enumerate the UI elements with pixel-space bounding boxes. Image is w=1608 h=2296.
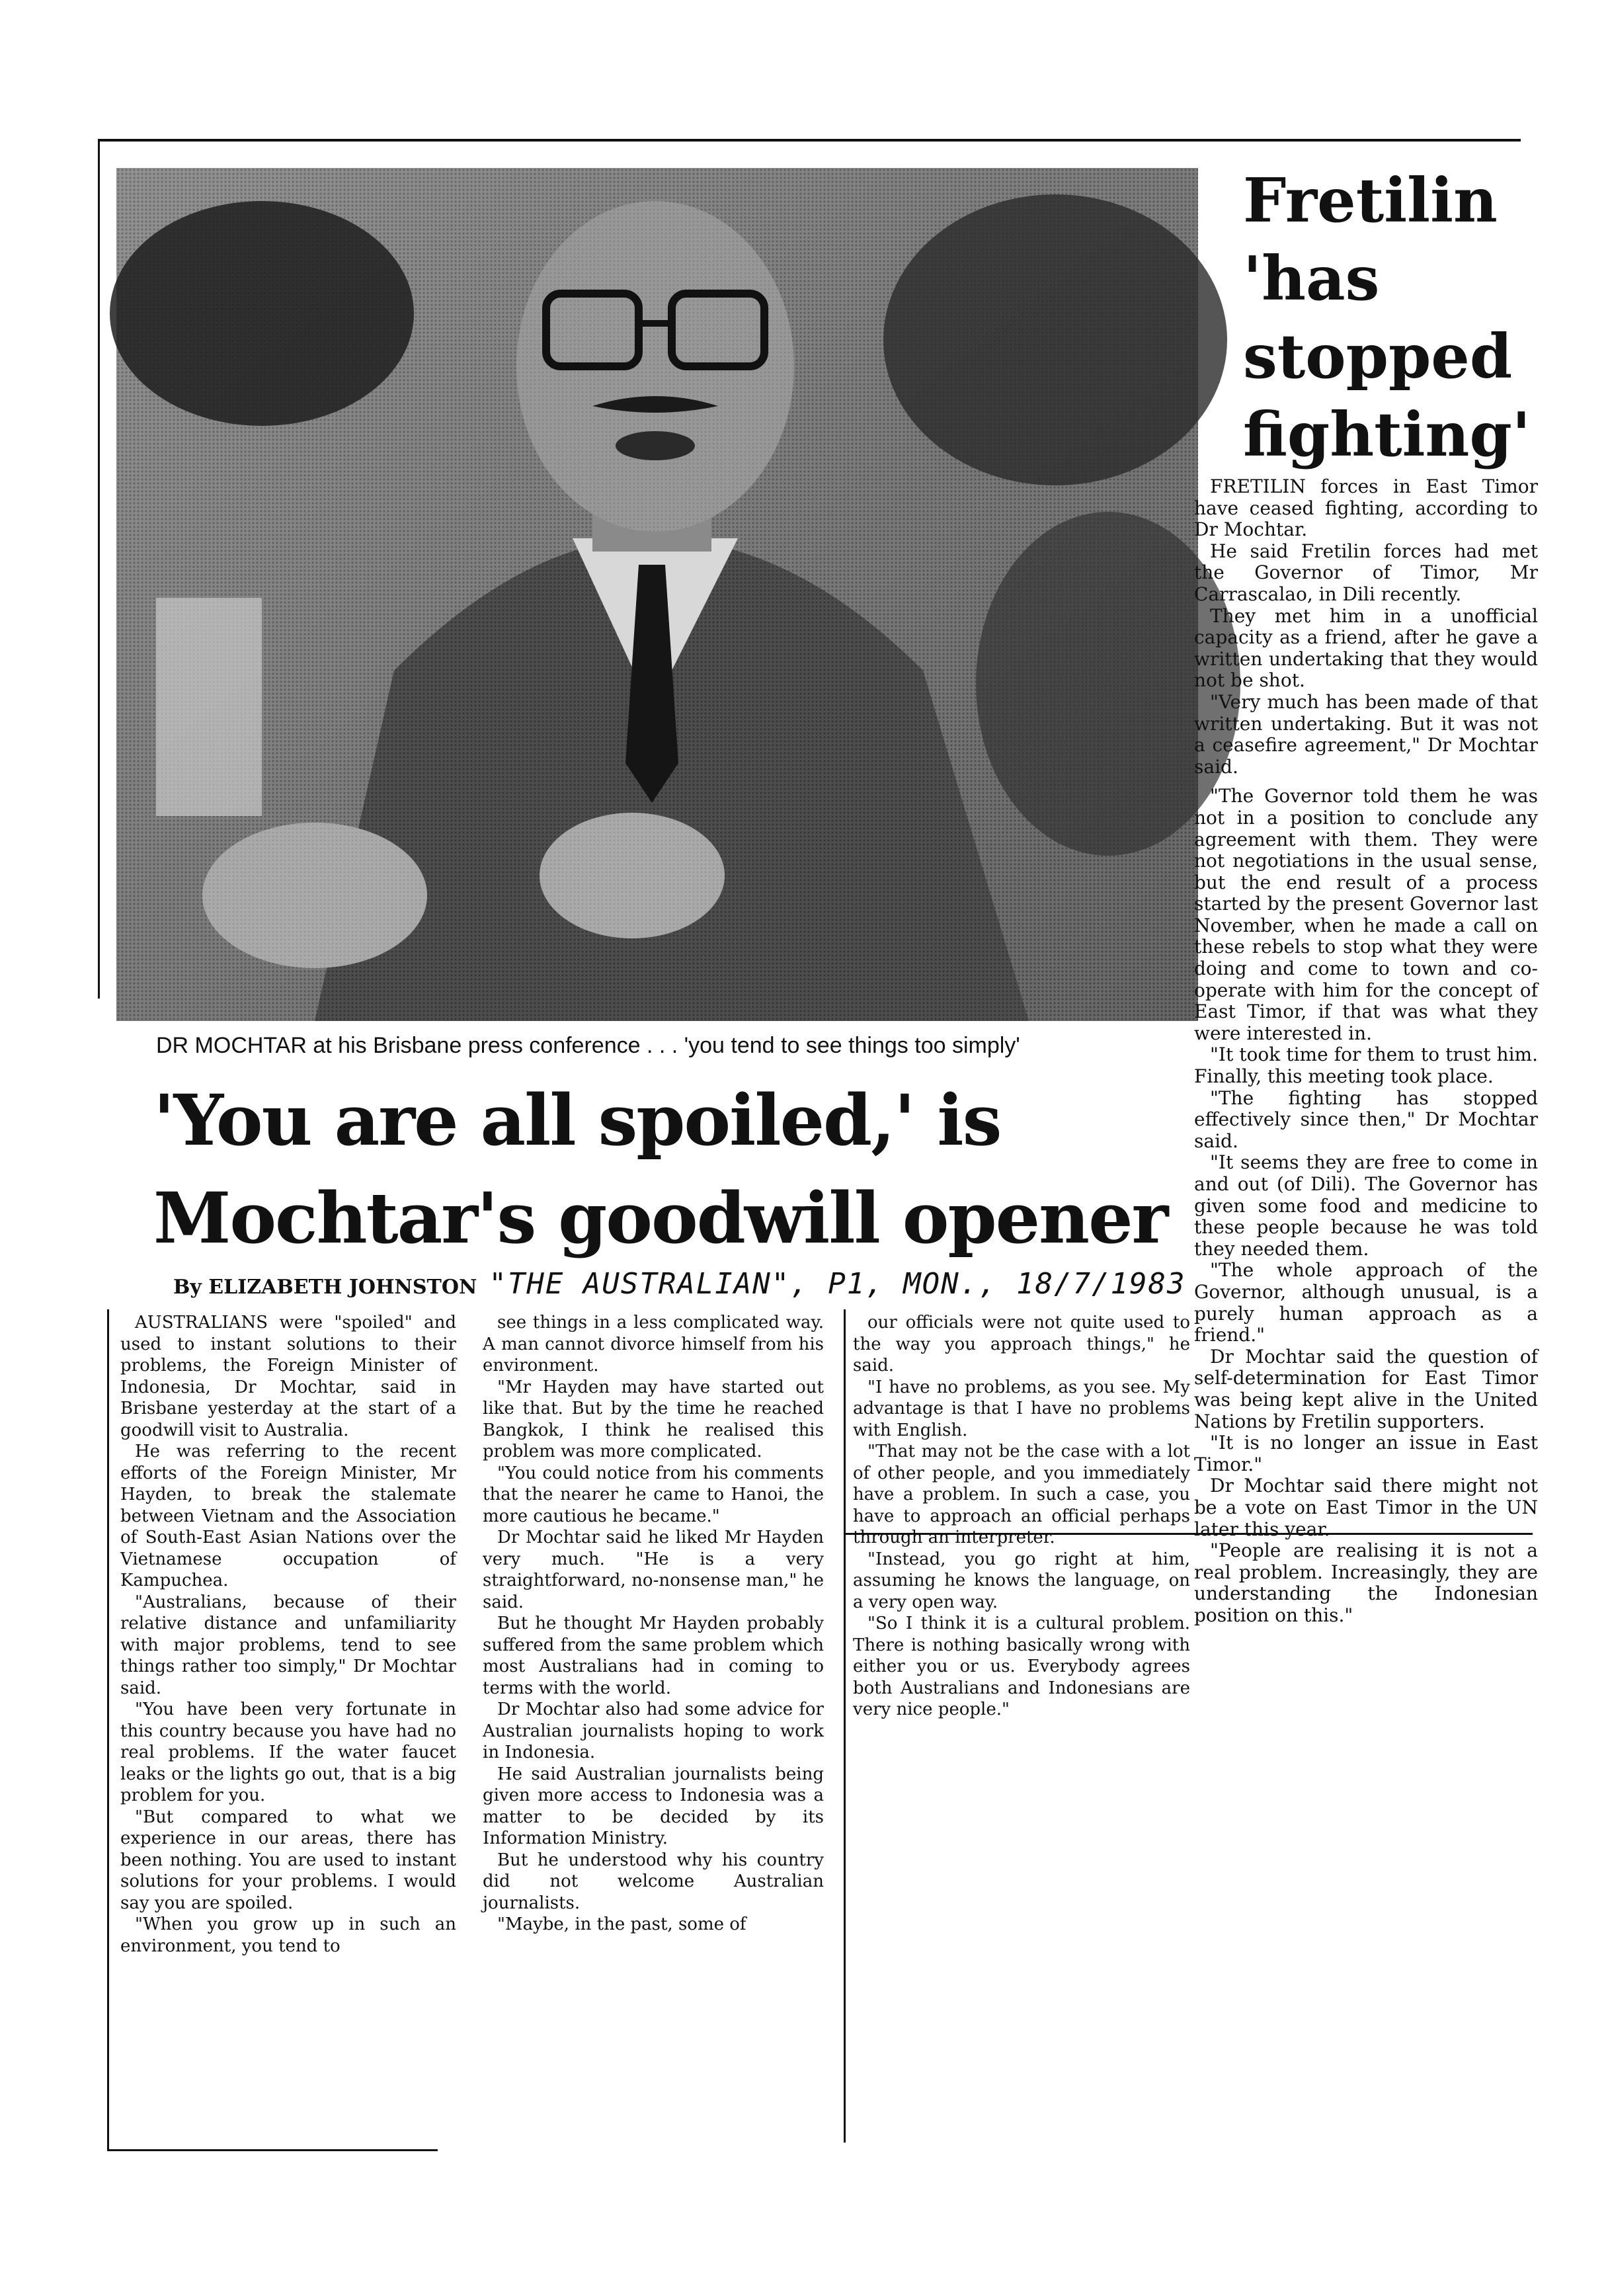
top-rule — [98, 139, 1521, 142]
photo-caption: DR MOCHTAR at his Brisbane press conference . . . 'you tend to see things too simply' — [156, 1033, 1020, 1058]
col2-paragraph: "Mr Hayden may have started out like that. But by the time he reached Bangkok, I think he realised this problem was more complicated. — [483, 1377, 824, 1461]
sidebar-headline-line: 'has — [1243, 243, 1380, 314]
col2-paragraph: Dr Mochtar said he liked Mr Hayden very much. "He is a very straightforward, no-nonsense man," he said. — [483, 1528, 824, 1612]
sidebar-paragraph: FRETILIN forces in East Timor have ceased fighting, according to Dr Mochtar. — [1194, 475, 1538, 541]
byline-row — [173, 1267, 1186, 1301]
col3-paragraph: "So I think it is a cultural problem. There is nothing basically wrong with either you or us. Everybody agrees both Australians and Indonesians are very nice people." — [853, 1614, 1190, 1719]
col2-paragraph: He said Australian journalists being given more access to Indonesia was a matter to be decided by its Information Ministry. — [483, 1764, 824, 1848]
col2-paragraph: But he understood why his country did not welcome Australian journalists. — [483, 1850, 824, 1913]
headline-line-1: 'You are all spoiled,' is — [153, 1079, 1001, 1161]
headline-line-2: Mochtar's goodwill opener — [153, 1176, 1168, 1259]
article-column-1 — [120, 1312, 456, 2147]
col3-paragraph: "I have no problems, as you see. My advantage is that I have no problems with English. — [853, 1377, 1190, 1440]
sidebar-paragraph: He said Fretilin forces had met the Governor of Timor, Mr Carrascalao, in Dili recently. — [1194, 540, 1538, 605]
col2-paragraph: Dr Mochtar also had some advice for Australian journalists hoping to work in Indonesia. — [483, 1700, 824, 1762]
sidebar-headline-line: stopped — [1243, 321, 1513, 392]
col1-paragraph: "When you grow up in such an environment, you tend to — [120, 1914, 456, 1956]
news-photo — [116, 168, 1198, 1021]
left-rule-upper — [98, 139, 100, 999]
col2-paragraph: see things in a less complicated way. A man cannot divorce himself from his environment. — [483, 1313, 824, 1375]
col2-paragraph: "You could notice from his comments that the nearer he came to Hanoi, the more cautious he became." — [483, 1463, 824, 1526]
col2-paragraph: "Maybe, in the past, some of — [497, 1914, 746, 1934]
left-rule-lower — [107, 1309, 109, 2149]
article-column-3 — [853, 1312, 1190, 1719]
col2-paragraph: But he thought Mr Hayden probably suffered from the same problem which most Australians had in coming to terms with the world. — [483, 1614, 824, 1698]
col3-paragraph: "Instead, you go right at him, assuming he knows the language, on a very open way. — [853, 1549, 1190, 1612]
sidebar-paragraph: They met him in a unofficial capacity as a friend, after he gave a written undertaking that they would not be shot. — [1194, 604, 1538, 692]
sidebar-paragraph: "People are realising it is not a real problem. Increasingly, they are understanding the Indonesian position on this." — [1194, 1539, 1538, 1626]
article-column-2 — [483, 1312, 824, 2147]
sidebar-headline-line: fighting' — [1243, 399, 1531, 470]
sidebar-paragraph: "The Governor told them he was not in a position to conclude any agreement with them. They were not negotiations in the usual sense, but the end result of a process started by the present Governor last November, when he made a call on these rebels to stop what they were doing and come to town and co-operate with him for the concept of East Timor, if that was what they were interested in. — [1194, 785, 1538, 1044]
sidebar-paragraph: "The fighting has stopped effectively since then," Dr Mochtar said. — [1194, 1086, 1538, 1152]
col1-paragraph: "Australians, because of their relative distance and unfamiliarity with major problems, tend to see things rather too simply," Dr Mochtar said. — [120, 1592, 456, 1698]
sidebar-body — [1194, 476, 1538, 1626]
column-separator-right — [844, 1309, 846, 2143]
sidebar-paragraph: "It is no longer an issue in East Timor." — [1194, 1432, 1538, 1475]
col1-paragraph: AUSTRALIANS were "spoiled" and used to instant solutions to their problems, the Foreign Minister of Indonesia, Dr Mochtar, said in Brisbane yesterday at the start of a goodwill visit to Australia. — [120, 1313, 456, 1440]
col3-paragraph: "That may not be the case with a lot of other people, and you immediately have a problem. In such a case, you have to approach an official perhaps through an interpreter. — [853, 1442, 1190, 1547]
sidebar-paragraph: Dr Mochtar said there might not be a vote on East Timor in the UN later this year. — [1194, 1475, 1538, 1540]
bottom-rule — [107, 2149, 438, 2151]
col3-paragraph: our officials were not quite used to the way you approach things," he said. — [853, 1313, 1190, 1375]
sidebar-paragraph: "The whole approach of the Governor, although unusual, is a purely human approach as a friend." — [1194, 1259, 1538, 1346]
col1-paragraph: He was referring to the recent efforts of the Foreign Minister, Mr Hayden, to break the stalemate between Vietnam and the Association of South-East Asian Nations over the Vietnamese occupation of Kampuchea. — [120, 1442, 456, 1590]
byline: By ELIZABETH JOHNSTON — [173, 1276, 477, 1299]
sidebar-headline — [1243, 161, 1587, 473]
portrait-illustration — [116, 168, 1198, 1021]
sidebar-paragraph: "It seems they are free to come in and out (of Dili). The Governor has given some food and medicine to these people because he was told they needed them. — [1194, 1151, 1538, 1260]
col1-paragraph: "But compared to what we experience in our areas, there has been nothing. You are used to instant solutions for your problems. I would say you are spoiled. — [120, 1807, 456, 1913]
handwritten-citation: "THE AUSTRALIAN", P1, MON., 18/7/1983 — [489, 1267, 1186, 1301]
sidebar-paragraph: Dr Mochtar said the question of self-determination for East Timor was being kept alive in the United Nations by Fretilin supporters. — [1194, 1345, 1538, 1432]
sidebar-headline-line: Fretilin — [1243, 165, 1498, 236]
sidebar-paragraph: "Very much has been made of that written undertaking. But it was not a ceasefire agreement," Dr Mochtar said. — [1194, 690, 1538, 778]
col1-paragraph: "You have been very fortunate in this country because you have had no real problems. If the water faucet leaks or the lights go out, that is a big problem for you. — [120, 1700, 456, 1805]
sidebar-paragraph: "It took time for them to trust him. Finally, this meeting took place. — [1194, 1044, 1538, 1088]
